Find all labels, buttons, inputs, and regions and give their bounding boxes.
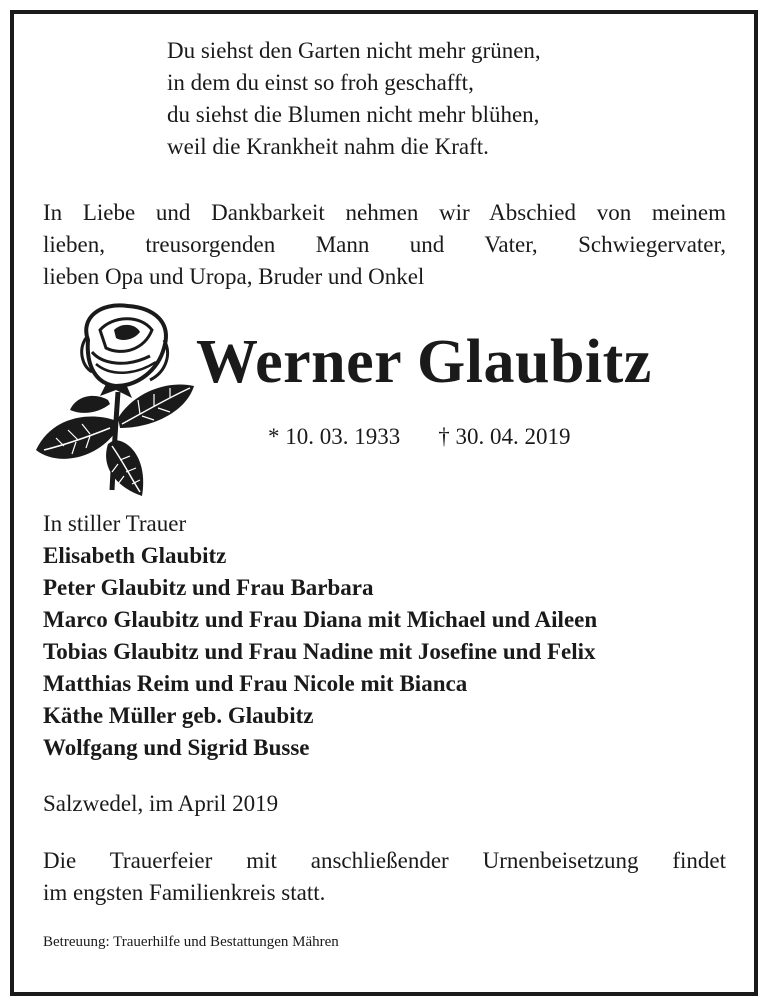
mourner-name: Tobias Glaubitz und Frau Nadine mit Josefine und Felix: [43, 639, 596, 664]
poem-line: du siehst die Blumen nicht mehr blühen,: [167, 102, 540, 127]
mourner-name: Marco Glaubitz und Frau Diana mit Michael und Aileen: [43, 607, 598, 632]
farewell-line: In Liebe und Dankbarkeit nehmen wir Abschied von meinem: [43, 200, 726, 225]
mourner-name: Matthias Reim und Frau Nicole mit Bianca: [43, 671, 468, 696]
poem: [167, 35, 541, 163]
mourners-list: [43, 508, 597, 764]
deceased-name: Werner Glaubitz: [196, 328, 652, 396]
ceremony-text: [43, 845, 726, 909]
death-date: † 30. 04. 2019: [438, 424, 571, 449]
mourner-name: Elisabeth Glaubitz: [43, 543, 227, 568]
poem-line: Du siehst den Garten nicht mehr grünen,: [167, 38, 541, 63]
mourner-name: Peter Glaubitz und Frau Barbara: [43, 575, 374, 600]
mourner-name: Wolfgang und Sigrid Busse: [43, 735, 310, 760]
poem-line: weil die Krankheit nahm die Kraft.: [167, 134, 489, 159]
farewell-text: [43, 197, 726, 293]
funeral-home-credit: Betreuung: Trauerhilfe und Bestattungen Mähren: [43, 934, 339, 950]
farewell-line: lieben Opa und Uropa, Bruder und Onkel: [43, 264, 425, 289]
life-dates: [268, 422, 571, 452]
place-date: Salzwedel, im April 2019: [43, 791, 279, 816]
farewell-line: lieben, treusorgenden Mann und Vater, Schwiegervater,: [43, 232, 726, 257]
poem-line: in dem du einst so froh geschafft,: [167, 70, 474, 95]
mourners-heading: In stiller Trauer: [43, 511, 187, 536]
birth-date: * 10. 03. 1933: [268, 424, 401, 449]
rose-icon: [30, 300, 198, 500]
mourner-name: Käthe Müller geb. Glaubitz: [43, 703, 314, 728]
ceremony-line: im engsten Familienkreis statt.: [43, 880, 326, 905]
ceremony-line: Die Trauerfeier mit anschließender Urnenbeisetzung findet: [43, 848, 726, 873]
